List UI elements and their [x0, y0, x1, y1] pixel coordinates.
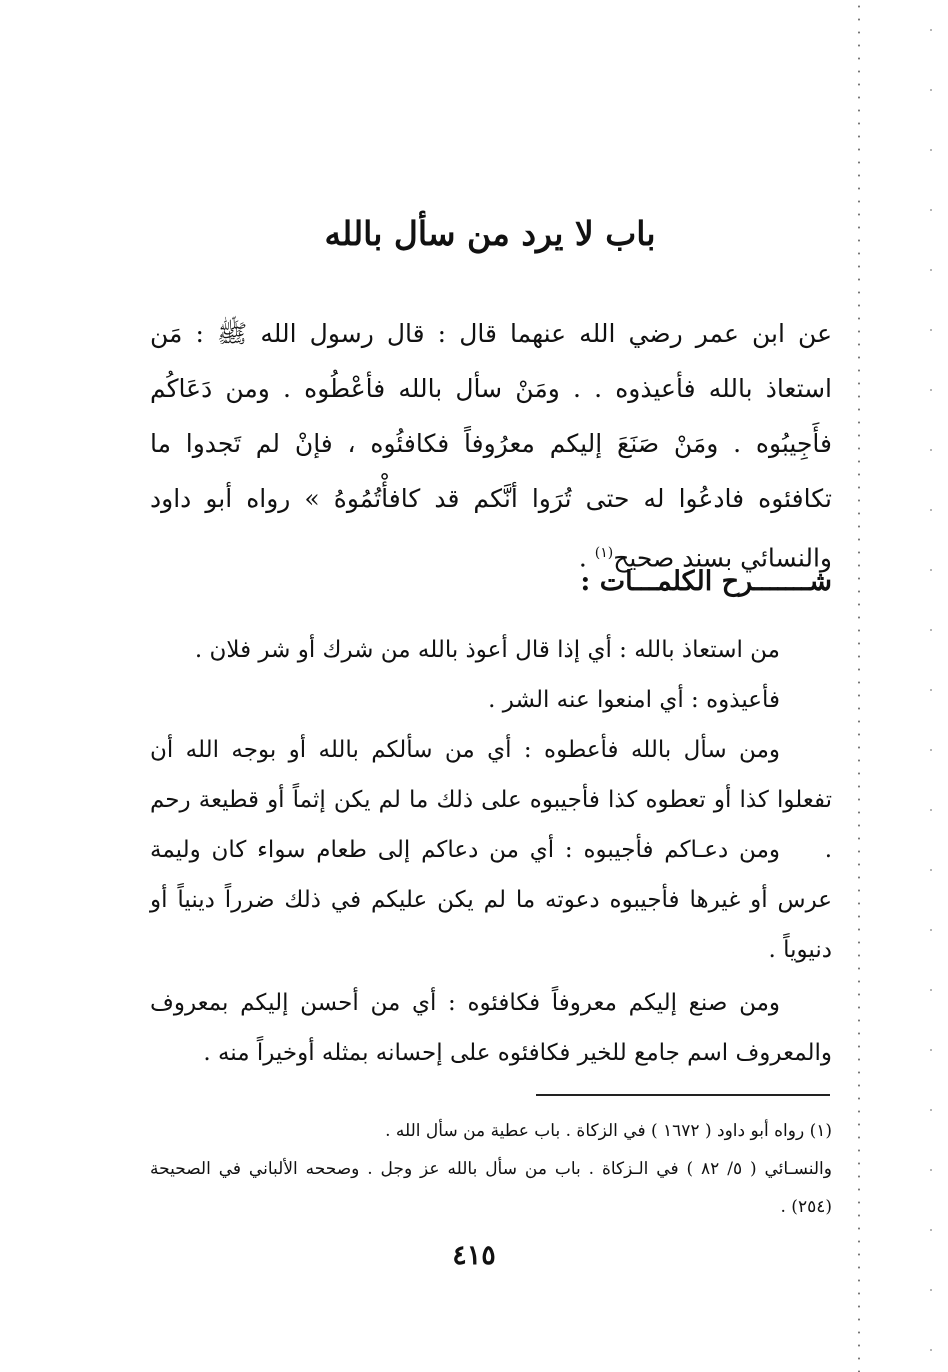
section-heading: شـــــــرح الكلمـــات :	[580, 566, 832, 597]
edge-marks	[930, 0, 932, 1372]
hadith-text	[150, 306, 832, 585]
chapter-title: باب لا يرد من سأل بالله	[324, 214, 656, 253]
gloss-item	[150, 625, 832, 675]
gloss-separator: :	[611, 637, 635, 663]
page-number: ٤١٥	[452, 1240, 496, 1271]
binding-dots	[858, 0, 860, 1372]
gloss-meaning: أي من دعاكم إلى طعام سواء كان وليمة عرس أو غيرها فأجيبوه دعوته ما لم يكن عليكم في ذلك ضرراً دينياً أو دنيوياً .	[150, 837, 832, 963]
gloss-item	[150, 675, 832, 725]
gloss-separator: :	[683, 687, 707, 713]
gloss-meaning: أي من أحسن إليكم بمعروف والمعروف اسم جامع للخير فكافئوه على إحسانه بمثله أوخيراً منه .	[150, 990, 832, 1066]
gloss-meaning: أي من سألكم بالله أو بوجه الله أن تفعلوا كذا أو تعطوه كذا فأجيبوه على ذلك ما لم يكن إثماً أو قطيعة رحم .	[150, 737, 832, 863]
gloss-term: ومن سأل بالله فأعطوه	[544, 737, 780, 763]
gloss-term: ومن دعـاكم فأجيبوه	[583, 837, 780, 863]
gloss-separator: :	[511, 737, 545, 763]
gloss-term: فأعيذوه	[706, 687, 780, 713]
gloss-meaning: أي امنعوا عنه الشر .	[488, 687, 684, 713]
gloss-item	[150, 825, 832, 975]
footnote-divider	[536, 1094, 830, 1096]
gloss-separator: :	[554, 837, 584, 863]
gloss-separator: :	[436, 990, 468, 1016]
gloss-meaning: أي إذا قال أعوذ بالله من شرك أو شر فلان .	[194, 637, 612, 663]
hadith-end: .	[578, 543, 595, 573]
footnote-marker: (١)	[594, 545, 614, 561]
gloss-term: من استعاذ بالله	[634, 637, 780, 663]
gloss-term: ومن صنع إليكم معروفاً فكافئوه	[467, 990, 781, 1016]
footnote: (١) رواه أبو داود ( ١٦٧٢ ) في الزكاة . باب عطية من سأل الله .	[385, 1121, 832, 1141]
gloss-item	[150, 978, 832, 1078]
footnote: والنسـائي ( ٥/ ٨٢ ) في الـزكاة . باب من سأل بالله عز وجل . وصححه الألباني في الصحيحة (٢٥٤) .	[150, 1159, 832, 1217]
hadith-body: عن ابن عمر رضي الله عنهما قال : قال رسول الله ﷺ : مَن استعاذ بالله فأعيذوه . . ومَنْ سأل بالله فأعْطُوه . ومن دَعَاكُم فأَجِيبُوه . ومَنْ صَنَعَ إليكم معرُوفاً فكافئُوه ، فإنْ لم تَجدوا ما تكافئوه فادعُوا له حتى تُرَوا أنَّكم قد كافأْتُمُوهُ » رواه أبو داود والنسائي بسند صحيح	[150, 319, 832, 573]
